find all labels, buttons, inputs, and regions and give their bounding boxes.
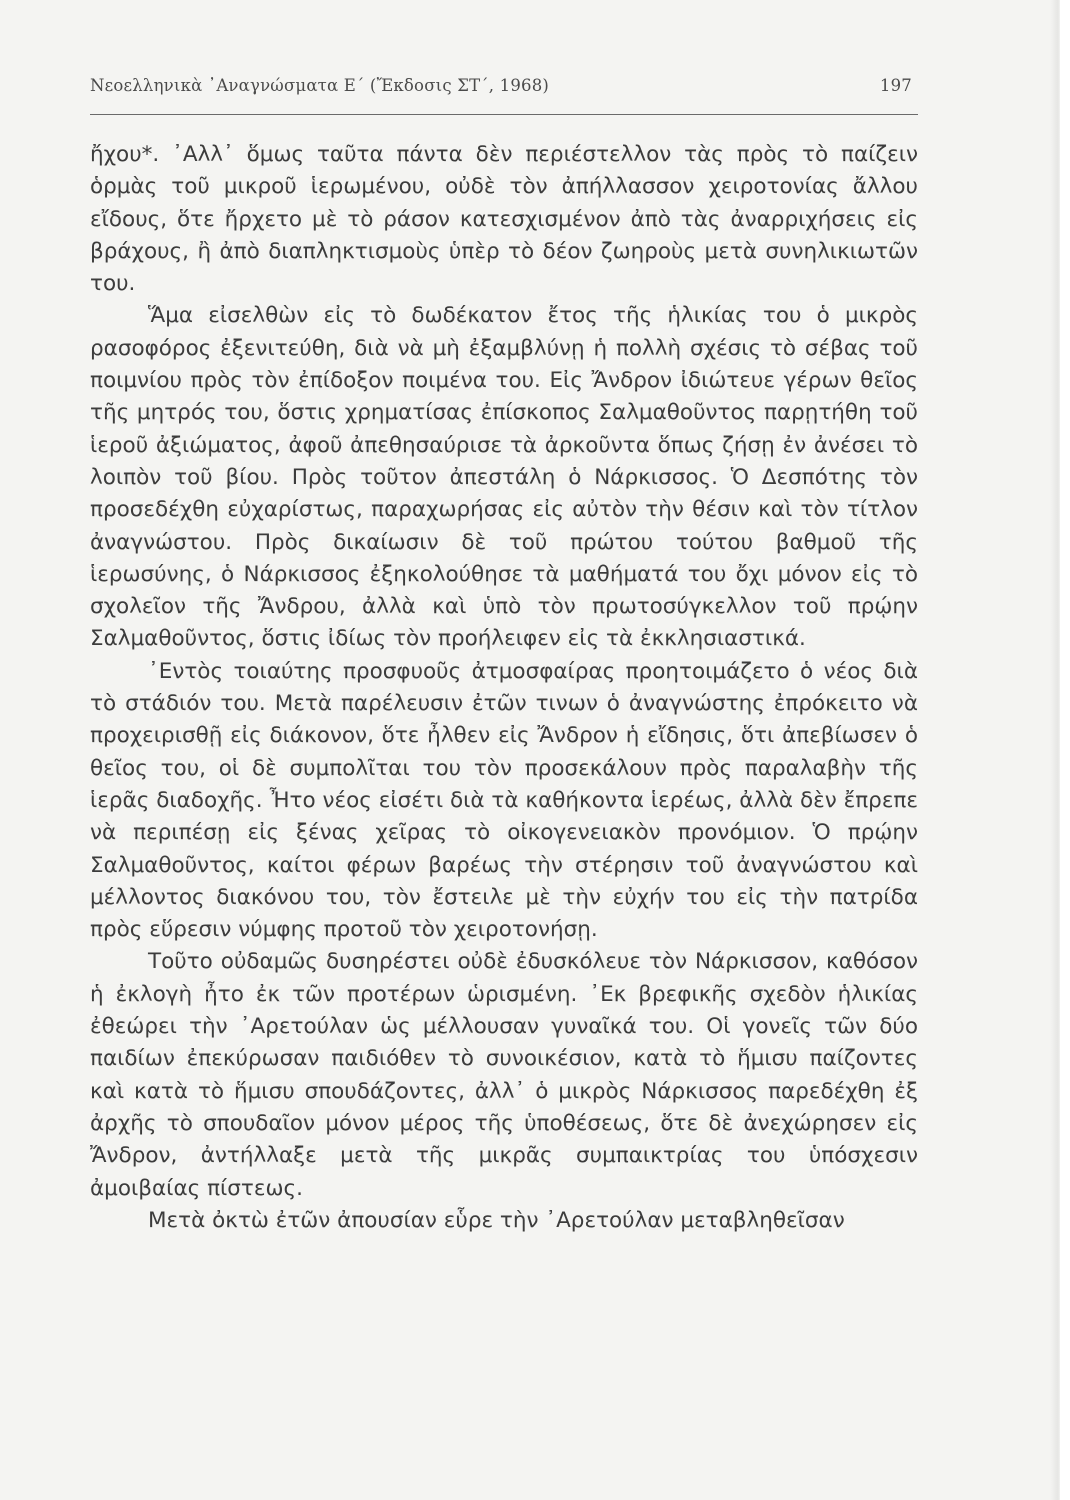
paragraph: ᾿Εντὸς τοιαύτης προσφυοῦς ἀτμοσφαίρας προητοιμάζετο ὁ νέος διὰ τὸ στάδιόν του. Μετὰ παρέλευσιν ἐτῶν τινων ὁ ἀναγνώστης ἐπρόκειτο νὰ προχειρισθῇ εἰς διάκονον, ὅτε ἦλθεν εἰς Ἄνδρον ἡ εἴδησις, ὅτι ἀπεβίωσεν ὁ θεῖος του, οἱ δὲ συμπολῖται του τὸν προσεκάλουν πρὸς παραλαβὴν τῆς ἱερᾶς διαδοχῆς. Ἦτο νέος εἰσέτι διὰ τὰ καθήκοντα ἱερέως, ἀλλὰ δὲν ἔπρεπε νὰ περιπέσῃ εἰς ξένας χεῖρας τὸ οἰκογενειακὸν προνόμιον. Ὁ πρῴην Σαλμαθοῦντος, καίτοι φέρων βαρέως τὴν στέρησιν τοῦ ἀναγνώστου καὶ μέλλοντος διακόνου του, τὸν ἔστειλε μὲ τὴν εὐχήν του εἰς τὴν πατρίδα πρὸς εὕρεσιν νύμφης προτοῦ τὸν χειροτονήσῃ.: [90, 658, 918, 943]
running-head-title: Νεοελληνικὰ ᾿Αναγνώσματα Ε΄ (Ἔκδοσις ΣΤ΄, 1968): [90, 76, 550, 95]
paragraph: ἤχου*. ᾿Αλλ᾿ ὅμως ταῦτα πάντα δὲν περιέστελλον τὰς πρὸς τὸ παίζειν ὁρμὰς τοῦ μικροῦ ἱερωμένου, οὐδὲ τὸν ἀπήλλασσον χειροτονίας ἄλλου εἴδους, ὅτε ἤρχετο μὲ τὸ ράσον κατεσχισμένον ἀπὸ τὰς ἀναρριχήσεις εἰς βράχους, ἢ ἀπὸ διαπληκτισμοὺς ὑπὲρ τὸ δέον ζωηροὺς μετὰ συνηλικιωτῶν του.: [90, 142, 918, 297]
page-number: 197: [879, 76, 912, 95]
body-text: [90, 139, 918, 1237]
header-rule: [90, 114, 918, 115]
paragraph: Μετὰ ὀκτὼ ἐτῶν ἀπουσίαν εὗρε τὴν ᾿Αρετούλαν μεταβληθεῖσαν: [148, 1207, 845, 1233]
page-edge: [1050, 0, 1060, 1500]
running-head: [90, 76, 912, 104]
paragraph: Ἅμα εἰσελθὼν εἰς τὸ δωδέκατον ἔτος τῆς ἡλικίας του ὁ μικρὸς ρασοφόρος ἐξενιτεύθη, διὰ νὰ μὴ ἐξαμβλύνῃ ἡ πολλὴ σχέσις τὸ σέβας τοῦ ποιμνίου πρὸς τὸν ἐπίδοξον ποιμένα του. Εἰς Ἄνδρον ἰδιώτευε γέρων θεῖος τῆς μητρός του, ὅστις χρηματίσας ἐπίσκοπος Σαλμαθοῦντος παρῃτήθη τοῦ ἱεροῦ ἀξιώματος, ἀφοῦ ἀπεθησαύρισε τὰ ἀρκοῦντα ὅπως ζήσῃ ἐν ἀνέσει τὸ λοιπὸν τοῦ βίου. Πρὸς τοῦτον ἀπεστάλη ὁ Νάρκισσος. Ὁ Δεσπότης τὸν προσεδέχθη εὐχαρίστως, παραχωρήσας εἰς αὐτὸν τὴν θέσιν καὶ τὸν τίτλον ἀναγνώστου. Πρὸς δικαίωσιν δὲ τοῦ πρώτου τούτου βαθμοῦ τῆς ἱερωσύνης, ὁ Νάρκισσος ἐξηκολούθησε τὰ μαθήματά του ὄχι μόνον εἰς τὸ σχολεῖον τῆς Ἄνδρου, ἀλλὰ καὶ ὑπὸ τὸν πρωτοσύγκελλον τοῦ πρῴην Σαλμαθοῦντος, ὅστις ἰδίως τὸν προήλειφεν εἰς τὰ ἐκκλησιαστικά.: [90, 303, 918, 652]
paragraph: Τοῦτο οὐδαμῶς δυσηρέστει οὐδὲ ἐδυσκόλευε τὸν Νάρκισσον, καθόσον ἡ ἐκλογὴ ἦτο ἐκ τῶν προτέρων ὡρισμένη. ᾿Εκ βρεφικῆς σχεδὸν ἡλικίας ἐθεώρει τὴν ᾿Αρετούλαν ὡς μέλλουσαν γυναῖκά του. Οἱ γονεῖς τῶν δύο παιδίων ἐπεκύρωσαν παιδιόθεν τὸ συνοικέσιον, κατὰ τὸ ἥμισυ παίζοντες καὶ κατὰ τὸ ἥμισυ σπουδάζοντες, ἀλλ᾿ ὁ μικρὸς Νάρκισσος παρεδέχθη ἐξ ἀρχῆς τὸ σπουδαῖον μόνον μέρος τῆς ὑποθέσεως, ὅτε δὲ ἀνεχώρησεν εἰς Ἄνδρον, ἀντήλλαξε μετὰ τῆς μικρᾶς συμπαικτρίας του ὑπόσχεσιν ἀμοιβαίας πίστεως.: [90, 949, 918, 1201]
